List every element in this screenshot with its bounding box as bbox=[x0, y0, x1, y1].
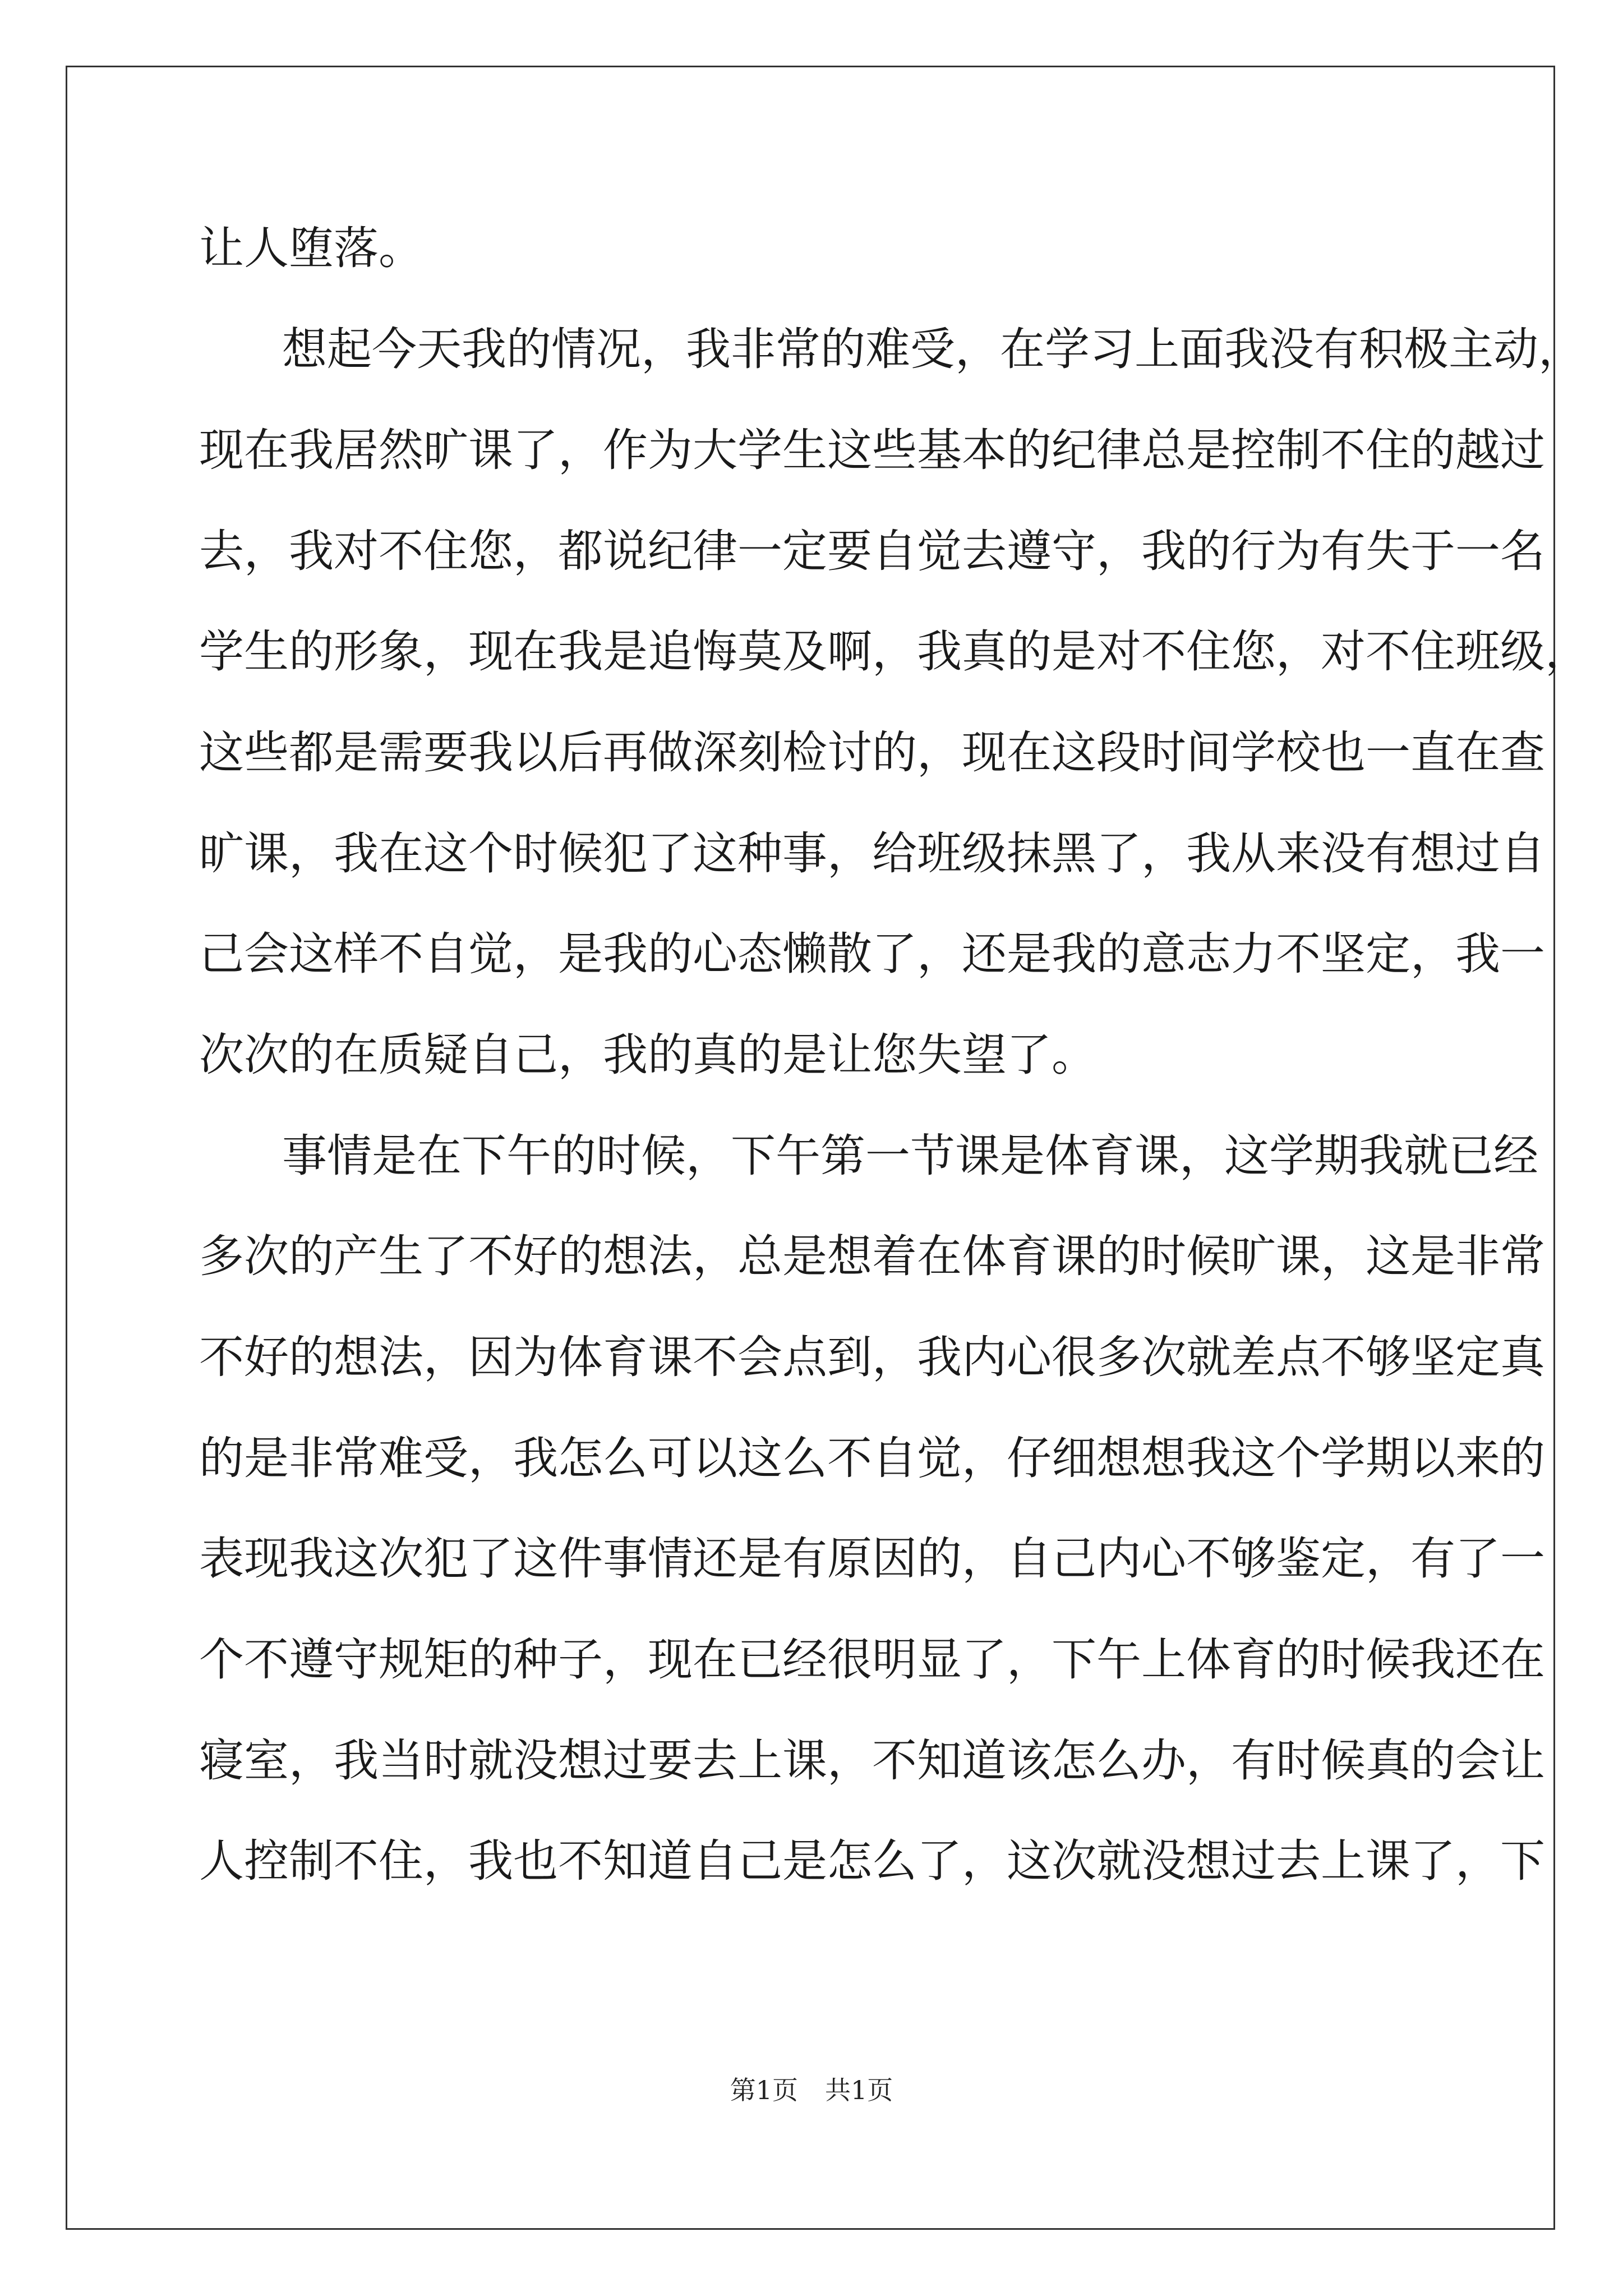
page-number-current: 第1页 bbox=[730, 2075, 798, 2105]
text-line: 去，我对不住您，都说纪律一定要自觉去遵守，我的行为有失于一名 bbox=[199, 525, 1545, 577]
text-line: 现在我居然旷课了，作为大学生这些基本的纪律总是控制不住的越过 bbox=[199, 424, 1545, 476]
text-line: 不好的想法，因为体育课不会点到，我内心很多次就差点不够坚定真 bbox=[199, 1331, 1545, 1383]
page-number-total: 共1页 bbox=[825, 2075, 893, 2105]
text-line: 旷课，我在这个时候犯了这种事，给班级抹黑了，我从来没有想过自 bbox=[199, 827, 1545, 880]
text-line: 这些都是需要我以后再做深刻检讨的，现在这段时间学校也一直在查 bbox=[199, 726, 1545, 779]
text-line: 的是非常难受，我怎么可以这么不自觉，仔细想想我这个学期以来的 bbox=[199, 1432, 1545, 1484]
text-line: 表现我这次犯了这件事情还是有原因的，自己内心不够鉴定，有了一 bbox=[199, 1533, 1545, 1585]
text-line: 学生的形象，现在我是追悔莫及啊，我真的是对不住您，对不住班级， bbox=[199, 625, 1590, 678]
text-line: 多次的产生了不好的想法，总是想着在体育课的时候旷课，这是非常 bbox=[199, 1230, 1545, 1282]
text-line: 己会这样不自觉，是我的心态懒散了，还是我的意志力不坚定，我一 bbox=[199, 928, 1545, 980]
text-line: 事情是在下午的时候，下午第一节课是体育课，这学期我就已经 bbox=[282, 1130, 1538, 1182]
text-line: 寝室，我当时就没想过要去上课，不知道该怎么办，有时候真的会让 bbox=[199, 1734, 1545, 1787]
text-line: 次次的在质疑自己，我的真的是让您失望了。 bbox=[199, 1029, 1096, 1081]
text-line: 让人堕落。 bbox=[199, 222, 423, 274]
text-line: 人控制不住，我也不知道自己是怎么了，这次就没想过去上课了，下 bbox=[199, 1835, 1545, 1887]
page-footer bbox=[0, 2074, 1623, 2106]
text-line: 个不遵守规矩的种子，现在已经很明显了，下午上体育的时候我还在 bbox=[199, 1634, 1545, 1686]
text-line: 想起今天我的情况，我非常的难受，在学习上面我没有积极主动， bbox=[282, 323, 1583, 375]
